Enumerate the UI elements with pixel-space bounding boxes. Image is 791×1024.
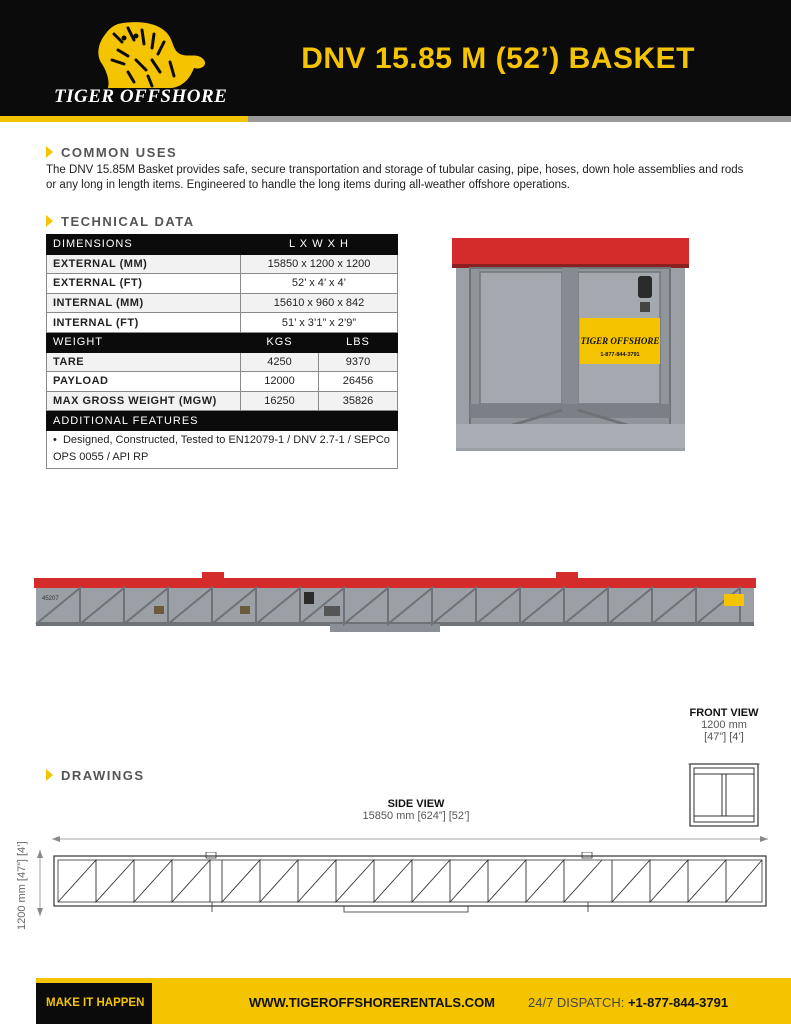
features-list [47, 430, 398, 468]
common-uses-heading: COMMON USES [46, 145, 177, 160]
technical-data-table [46, 234, 398, 469]
feature-item: Designed, Constructed, Tested to EN12079-1 / DNV 2.7-1 / SEPCo OPS 0055 / API RP [53, 434, 390, 464]
header-stripe [0, 116, 791, 122]
table-row [47, 352, 398, 372]
table-row [47, 293, 398, 313]
dispatch-info [528, 995, 728, 1010]
footer-tagline: MAKE IT HAPPEN [46, 997, 145, 1009]
side-view-label: SIDE VIEW 15850 mm [624”] [52’] [362, 798, 470, 822]
row-lbs: 9370 [319, 352, 398, 372]
length-dimension-line [52, 830, 768, 838]
row-kgs: 16250 [241, 391, 319, 411]
page-header [0, 0, 791, 116]
row-lbs: 35826 [319, 391, 398, 411]
dimensions-header-row [47, 235, 398, 255]
bullet-icon: • [53, 434, 63, 447]
row-label: PAYLOAD [47, 372, 241, 392]
row-value: 51’ x 3’1” x 2’9” [241, 313, 398, 333]
svg-text:TIGER OFFSHORE: TIGER OFFSHORE [580, 336, 660, 346]
tiger-icon [48, 20, 248, 90]
table-row [47, 254, 398, 274]
unit-number: 45207 [42, 596, 59, 602]
row-label: EXTERNAL (FT) [47, 274, 241, 294]
tiger-offshore-logo [48, 20, 248, 112]
arrow-icon [46, 146, 53, 158]
row-kgs: 12000 [241, 372, 319, 392]
dispatch-label: 24/7 DISPATCH: [528, 995, 625, 1010]
row-label: INTERNAL (MM) [47, 293, 241, 313]
row-label: TARE [47, 352, 241, 372]
weight-header-label: WEIGHT [47, 332, 241, 352]
page-title: DNV 15.85 M (52’) BASKET [301, 42, 695, 75]
table-row [47, 274, 398, 294]
basket-front-photo [452, 238, 689, 453]
table-row [47, 313, 398, 333]
height-dimension-label: 1200 mm [47”] [4’] [16, 841, 28, 930]
features-header-row [47, 411, 398, 431]
website-link[interactable]: WWW.TIGEROFFSHORERENTALS.COM [249, 995, 496, 1010]
logo-wordmark: TIGER OFFSHORE [54, 86, 228, 107]
kgs-header: KGS [241, 332, 319, 352]
dimensions-header-label: DIMENSIONS [47, 235, 241, 255]
drawings-heading: DRAWINGS [46, 768, 145, 783]
basket-side-photo [34, 570, 756, 636]
side-view-drawing [52, 852, 768, 918]
row-value: 15850 x 1200 x 1200 [241, 254, 398, 274]
arrow-icon [46, 215, 53, 227]
arrow-icon [46, 769, 53, 781]
row-label: EXTERNAL (MM) [47, 254, 241, 274]
front-view-drawing [688, 760, 760, 828]
technical-data-heading: TECHNICAL DATA [46, 214, 195, 229]
height-dimension-line [36, 850, 44, 916]
dimensions-header-value: L X W X H [241, 235, 398, 255]
lbs-header: LBS [319, 332, 398, 352]
row-lbs: 26456 [319, 372, 398, 392]
features-header: ADDITIONAL FEATURES [47, 411, 398, 431]
row-kgs: 4250 [241, 352, 319, 372]
front-view-label: FRONT VIEW 1200 mm [47”] [4’] [689, 707, 759, 743]
common-uses-text: The DNV 15.85M Basket provides safe, secure transportation and storage of tubular casing, pipe, hoses, down hole assemblies and rods or any long in length items. Engineered to handle the long items during all-weather offshore operations. [46, 164, 744, 191]
row-label: MAX GROSS WEIGHT (MGW) [47, 391, 241, 411]
table-row [47, 391, 398, 411]
dispatch-phone[interactable]: +1-877-844-3791 [627, 995, 729, 1010]
weight-header-row [47, 332, 398, 352]
row-value: 52’ x 4’ x 4’ [241, 274, 398, 294]
row-value: 15610 x 960 x 842 [241, 293, 398, 313]
features-row [47, 430, 398, 468]
table-row [47, 372, 398, 392]
svg-text:1-877-844-3791: 1-877-844-3791 [600, 352, 640, 358]
row-label: INTERNAL (FT) [47, 313, 241, 333]
